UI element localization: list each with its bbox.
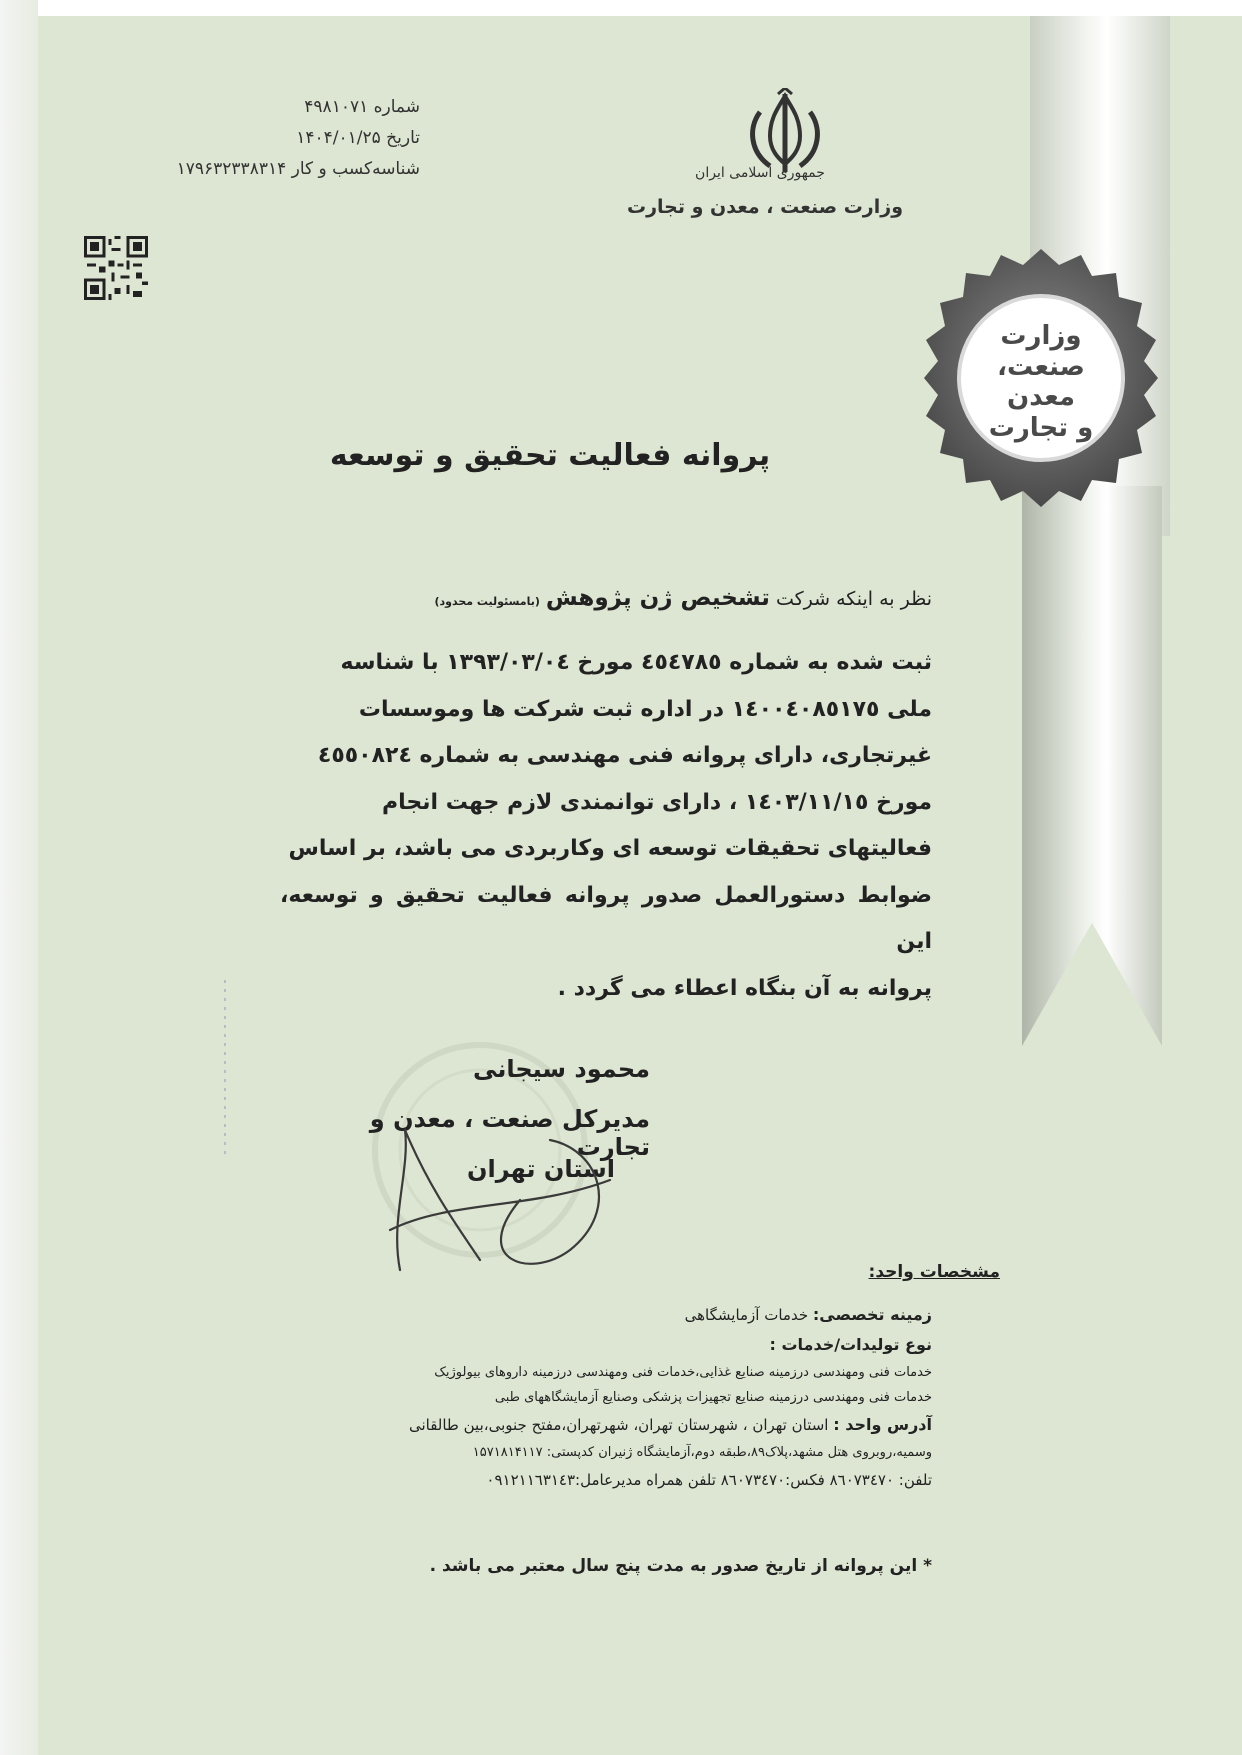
specialty-row [280,1300,932,1330]
products-label: نوع تولیدات/خدمات : [769,1335,932,1354]
scan-artifact [224,980,226,1160]
specialty-value: خدمات آزمایشگاهی [684,1306,809,1324]
page-title: پروانه فعالیت تحقیق و توسعه [329,438,771,473]
address-line: وسمیه،روبروی هتل مشهد،پلاک۸۹،طبقه دوم،آزمایشگاه ژنیران کدپستی: ۱۵۷۱۸۱۴۱۱۷ [472,1445,932,1460]
intro-line [300,585,932,611]
seal-line-3: و تجارت [988,413,1094,444]
company-name: تشخیص ژن پژوهش [545,585,770,611]
country-name: جمهوری اسلامی ایران [695,165,825,181]
signatory-name: محمود سیجانی [473,1055,650,1083]
phone-line: تلفن: ۸٦۰۷۳٤۷۰ فکس:۸٦۰۷۳٤۷۰ تلفن همراه مدیرعامل:۰۹۱۲۱۱٦۳۱٤۳ [486,1471,932,1489]
scan-margin [0,0,38,1755]
signatory-role: مدیرکل صنعت ، معدن و تجارت [369,1105,650,1161]
body-line: فعالیتهای تحقیقات توسعه ای وکاربردی می باشد، بر اساس [288,836,932,861]
specialty-label: زمینه تخصصی: [812,1305,932,1324]
ministry-seal [906,243,1176,513]
validity-note: * این پروانه از تاریخ صدور به مدت پنج سال معتبر می باشد . [429,1556,932,1576]
intro-prefix: نظر به اینکه شرکت [775,588,932,610]
company-type: (بامسئولیت محدود) [434,595,540,608]
ribbon-tail [1022,486,1162,1046]
products-line: خدمات فنی ومهندسی درزمینه صنایع تجهیزات پزشکی وصنایع آزمایشگاههای طبی [494,1390,932,1405]
unit-details [280,1300,932,1495]
body-line: مورخ ١٤٠٣/١١/١٥ ، دارای توانمندی لازم جهت انجام [382,789,932,815]
business-id: شناسه‌کسب و کار ۱۷۹۶۳۲۳۳۸۳۱۴ [176,159,420,179]
document-date: تاریخ ۱۴۰۴/۰۱/۲۵ [296,128,420,148]
address-row [280,1410,932,1440]
products-row [280,1330,932,1360]
body-line: ملی ١٤٠٠٤٠٨٥١٧٥ در اداره ثبت شرکت ها وموسسات [358,696,932,722]
handwritten-signature [370,1110,630,1280]
address-line: استان تهران ، شهرستان تهران، شهرتهران،مفتح جنوبی،بین طالقانی [408,1416,829,1434]
unit-section-heading: مشخصات واحد: [868,1262,1000,1282]
certificate-body [280,640,932,1012]
signatory-province: استان تهران [467,1155,615,1183]
address-label: آدرس واحد : [833,1415,932,1434]
body-line: ثبت شده به شماره ٤٥٤٧٨٥ مورخ ١٣٩٣/٠٣/٠٤ با شناسه [340,650,932,675]
document-meta [120,92,420,185]
products-line: خدمات فنی ومهندسی درزمینه صنایع غذایی،خدمات فنی ومهندسی درزمینه داروهای بیولوژیک [434,1365,932,1380]
qr-code-icon [84,236,148,300]
seal-line-1: وزارت [1000,321,1082,351]
ministry-name: وزارت صنعت ، معدن و تجارت [626,196,904,218]
body-line: غیرتجاری، دارای پروانه فنی مهندسی به شماره ٤٥٥٠٨٢٤ [317,743,932,768]
body-line: پروانه به آن بنگاه اعطاء می گردد . [557,975,932,1001]
document-number: شماره ۴۹۸۱۰۷۱ [304,97,420,117]
body-line: ضوابط دستورالعمل صدور پروانه فعالیت تحقیق و توسعه، این [280,882,932,954]
seal-line-2: صنعت، معدن [997,351,1085,413]
